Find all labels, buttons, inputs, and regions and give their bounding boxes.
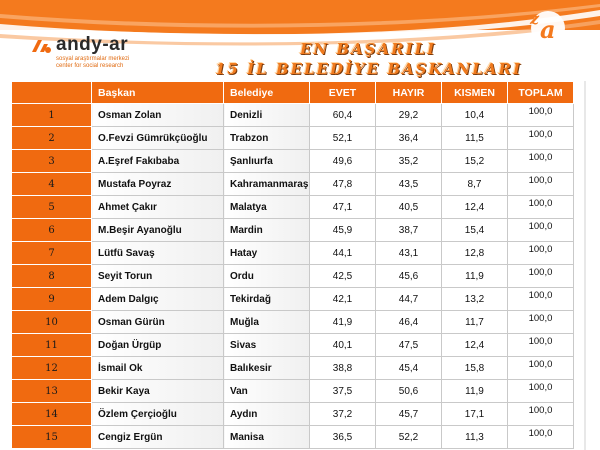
yes-cell: 47,8 — [310, 173, 376, 196]
svg-text:a: a — [540, 15, 556, 44]
table-row — [12, 357, 574, 380]
no-cell: 46,4 — [376, 311, 442, 334]
city-cell: Balıkesir — [224, 357, 310, 380]
total-cell: 100,0 — [508, 426, 574, 449]
city-cell: Denizli — [224, 104, 310, 127]
mayor-name-cell: Bekir Kaya — [92, 380, 224, 403]
partly-cell: 15,2 — [442, 150, 508, 173]
brand-subtitle-line2: center for social research — [56, 63, 124, 69]
total-cell: 100,0 — [508, 219, 574, 242]
no-cell: 45,4 — [376, 357, 442, 380]
no-cell: 50,6 — [376, 380, 442, 403]
city-cell: Şanlıurfa — [224, 150, 310, 173]
column-header-baskan: Başkan — [92, 82, 224, 104]
yes-cell: 42,5 — [310, 265, 376, 288]
total-cell: 100,0 — [508, 403, 574, 426]
no-cell: 45,6 — [376, 265, 442, 288]
rank-cell: 7 — [12, 242, 92, 265]
mayor-name-cell: A.Eşref Fakıbaba — [92, 150, 224, 173]
brand-subtitle — [56, 56, 206, 70]
column-header-evet: EVET — [310, 82, 376, 104]
no-cell: 47,5 — [376, 334, 442, 357]
mayor-name-cell: Doğan Ürgüp — [92, 334, 224, 357]
city-cell: Van — [224, 380, 310, 403]
partly-cell: 11,7 — [442, 311, 508, 334]
total-cell: 100,0 — [508, 173, 574, 196]
table-right-divider — [584, 81, 586, 450]
rank-cell: 14 — [12, 403, 92, 426]
rank-cell: 1 — [12, 104, 92, 127]
yes-cell: 41,9 — [310, 311, 376, 334]
mayor-name-cell: Mustafa Poyraz — [92, 173, 224, 196]
total-cell: 100,0 — [508, 357, 574, 380]
table-row — [12, 311, 574, 334]
no-cell: 52,2 — [376, 426, 442, 449]
city-cell: Muğla — [224, 311, 310, 334]
yes-cell: 36,5 — [310, 426, 376, 449]
mayor-name-cell: Osman Gürün — [92, 311, 224, 334]
city-cell: Trabzon — [224, 127, 310, 150]
no-cell: 43,1 — [376, 242, 442, 265]
rank-cell: 12 — [12, 357, 92, 380]
table-row — [12, 219, 574, 242]
brand-name: andy-ar — [56, 34, 129, 55]
yes-cell: 40,1 — [310, 334, 376, 357]
table-row — [12, 426, 574, 449]
yes-cell: 60,4 — [310, 104, 376, 127]
city-cell: Aydın — [224, 403, 310, 426]
yes-cell: 45,9 — [310, 219, 376, 242]
rank-cell: 6 — [12, 219, 92, 242]
city-cell: Mardin — [224, 219, 310, 242]
rank-cell: 15 — [12, 426, 92, 449]
column-header-kismen: KISMEN — [442, 82, 508, 104]
yes-cell: 49,6 — [310, 150, 376, 173]
mayor-name-cell: Cengiz Ergün — [92, 426, 224, 449]
no-cell: 38,7 — [376, 219, 442, 242]
yes-cell: 37,2 — [310, 403, 376, 426]
mayor-name-cell: Lütfü Savaş — [92, 242, 224, 265]
yes-cell: 47,1 — [310, 196, 376, 219]
column-header-rank — [12, 82, 92, 104]
no-cell: 43,5 — [376, 173, 442, 196]
partly-cell: 11,5 — [442, 127, 508, 150]
table-row — [12, 288, 574, 311]
brand-logo-icon — [30, 38, 52, 54]
total-cell: 100,0 — [508, 380, 574, 403]
table-row — [12, 380, 574, 403]
column-header-belediye: Belediye — [224, 82, 310, 104]
column-header-hayir: HAYIR — [376, 82, 442, 104]
mayor-name-cell: M.Beşir Ayanoğlu — [92, 219, 224, 242]
table-row — [12, 173, 574, 196]
table-row — [12, 242, 574, 265]
rank-cell: 5 — [12, 196, 92, 219]
total-cell: 100,0 — [508, 334, 574, 357]
partly-cell: 8,7 — [442, 173, 508, 196]
city-cell: Sivas — [224, 334, 310, 357]
partly-cell: 17,1 — [442, 403, 508, 426]
svg-text:z: z — [530, 9, 540, 28]
no-cell: 45,7 — [376, 403, 442, 426]
table-row — [12, 403, 574, 426]
no-cell: 44,7 — [376, 288, 442, 311]
city-cell: Manisa — [224, 426, 310, 449]
rank-cell: 2 — [12, 127, 92, 150]
rank-cell: 13 — [12, 380, 92, 403]
partly-cell: 11,9 — [442, 380, 508, 403]
total-cell: 100,0 — [508, 242, 574, 265]
city-cell: Tekirdağ — [224, 288, 310, 311]
no-cell: 40,5 — [376, 196, 442, 219]
yes-cell: 52,1 — [310, 127, 376, 150]
yes-cell: 42,1 — [310, 288, 376, 311]
table-row — [12, 104, 574, 127]
partly-cell: 11,9 — [442, 265, 508, 288]
partly-cell: 12,4 — [442, 334, 508, 357]
mayor-name-cell: Ahmet Çakır — [92, 196, 224, 219]
rank-cell: 11 — [12, 334, 92, 357]
yes-cell: 38,8 — [310, 357, 376, 380]
table-row — [12, 150, 574, 173]
column-header-toplam: TOPLAM — [508, 82, 574, 104]
rank-cell: 9 — [12, 288, 92, 311]
total-cell: 100,0 — [508, 311, 574, 334]
total-cell: 100,0 — [508, 104, 574, 127]
no-cell: 29,2 — [376, 104, 442, 127]
table-row — [12, 196, 574, 219]
page-title-line1: EN BAŞARILI — [300, 40, 437, 58]
mayor-name-cell: İsmail Ok — [92, 357, 224, 380]
brand-logo — [30, 36, 210, 76]
mayor-name-cell: O.Fevzi Gümrükçüoğlu — [92, 127, 224, 150]
mayor-name-cell: Seyit Torun — [92, 265, 224, 288]
brand-subtitle-line1: sosyal araştırmalar merkezi — [56, 56, 130, 62]
total-cell: 100,0 — [508, 265, 574, 288]
table-row — [12, 265, 574, 288]
mayor-name-cell: Adem Dalgıç — [92, 288, 224, 311]
partly-cell: 10,4 — [442, 104, 508, 127]
no-cell: 35,2 — [376, 150, 442, 173]
yes-cell: 37,5 — [310, 380, 376, 403]
partly-cell: 15,4 — [442, 219, 508, 242]
rank-cell: 3 — [12, 150, 92, 173]
partly-cell: 13,2 — [442, 288, 508, 311]
rank-cell: 4 — [12, 173, 92, 196]
partly-cell: 12,8 — [442, 242, 508, 265]
city-cell: Ordu — [224, 265, 310, 288]
rank-cell: 8 — [12, 265, 92, 288]
page-title-line2: 15 İL BELEDİYE BAŞKANLARI — [215, 60, 522, 78]
table-header-row — [12, 82, 574, 104]
total-cell: 100,0 — [508, 288, 574, 311]
no-cell: 36,4 — [376, 127, 442, 150]
mayor-name-cell: Özlem Çerçioğlu — [92, 403, 224, 426]
total-cell: 100,0 — [508, 150, 574, 173]
total-cell: 100,0 — [508, 127, 574, 150]
total-cell: 100,0 — [508, 196, 574, 219]
mayor-ranking-table — [11, 81, 574, 449]
table-row — [12, 127, 574, 150]
yes-cell: 44,1 — [310, 242, 376, 265]
partly-cell: 12,4 — [442, 196, 508, 219]
table-row — [12, 334, 574, 357]
rank-cell: 10 — [12, 311, 92, 334]
partly-cell: 15,8 — [442, 357, 508, 380]
city-cell: Kahramanmaraş — [224, 173, 310, 196]
city-cell: Malatya — [224, 196, 310, 219]
partly-cell: 11,3 — [442, 426, 508, 449]
mayor-name-cell: Osman Zolan — [92, 104, 224, 127]
city-cell: Hatay — [224, 242, 310, 265]
